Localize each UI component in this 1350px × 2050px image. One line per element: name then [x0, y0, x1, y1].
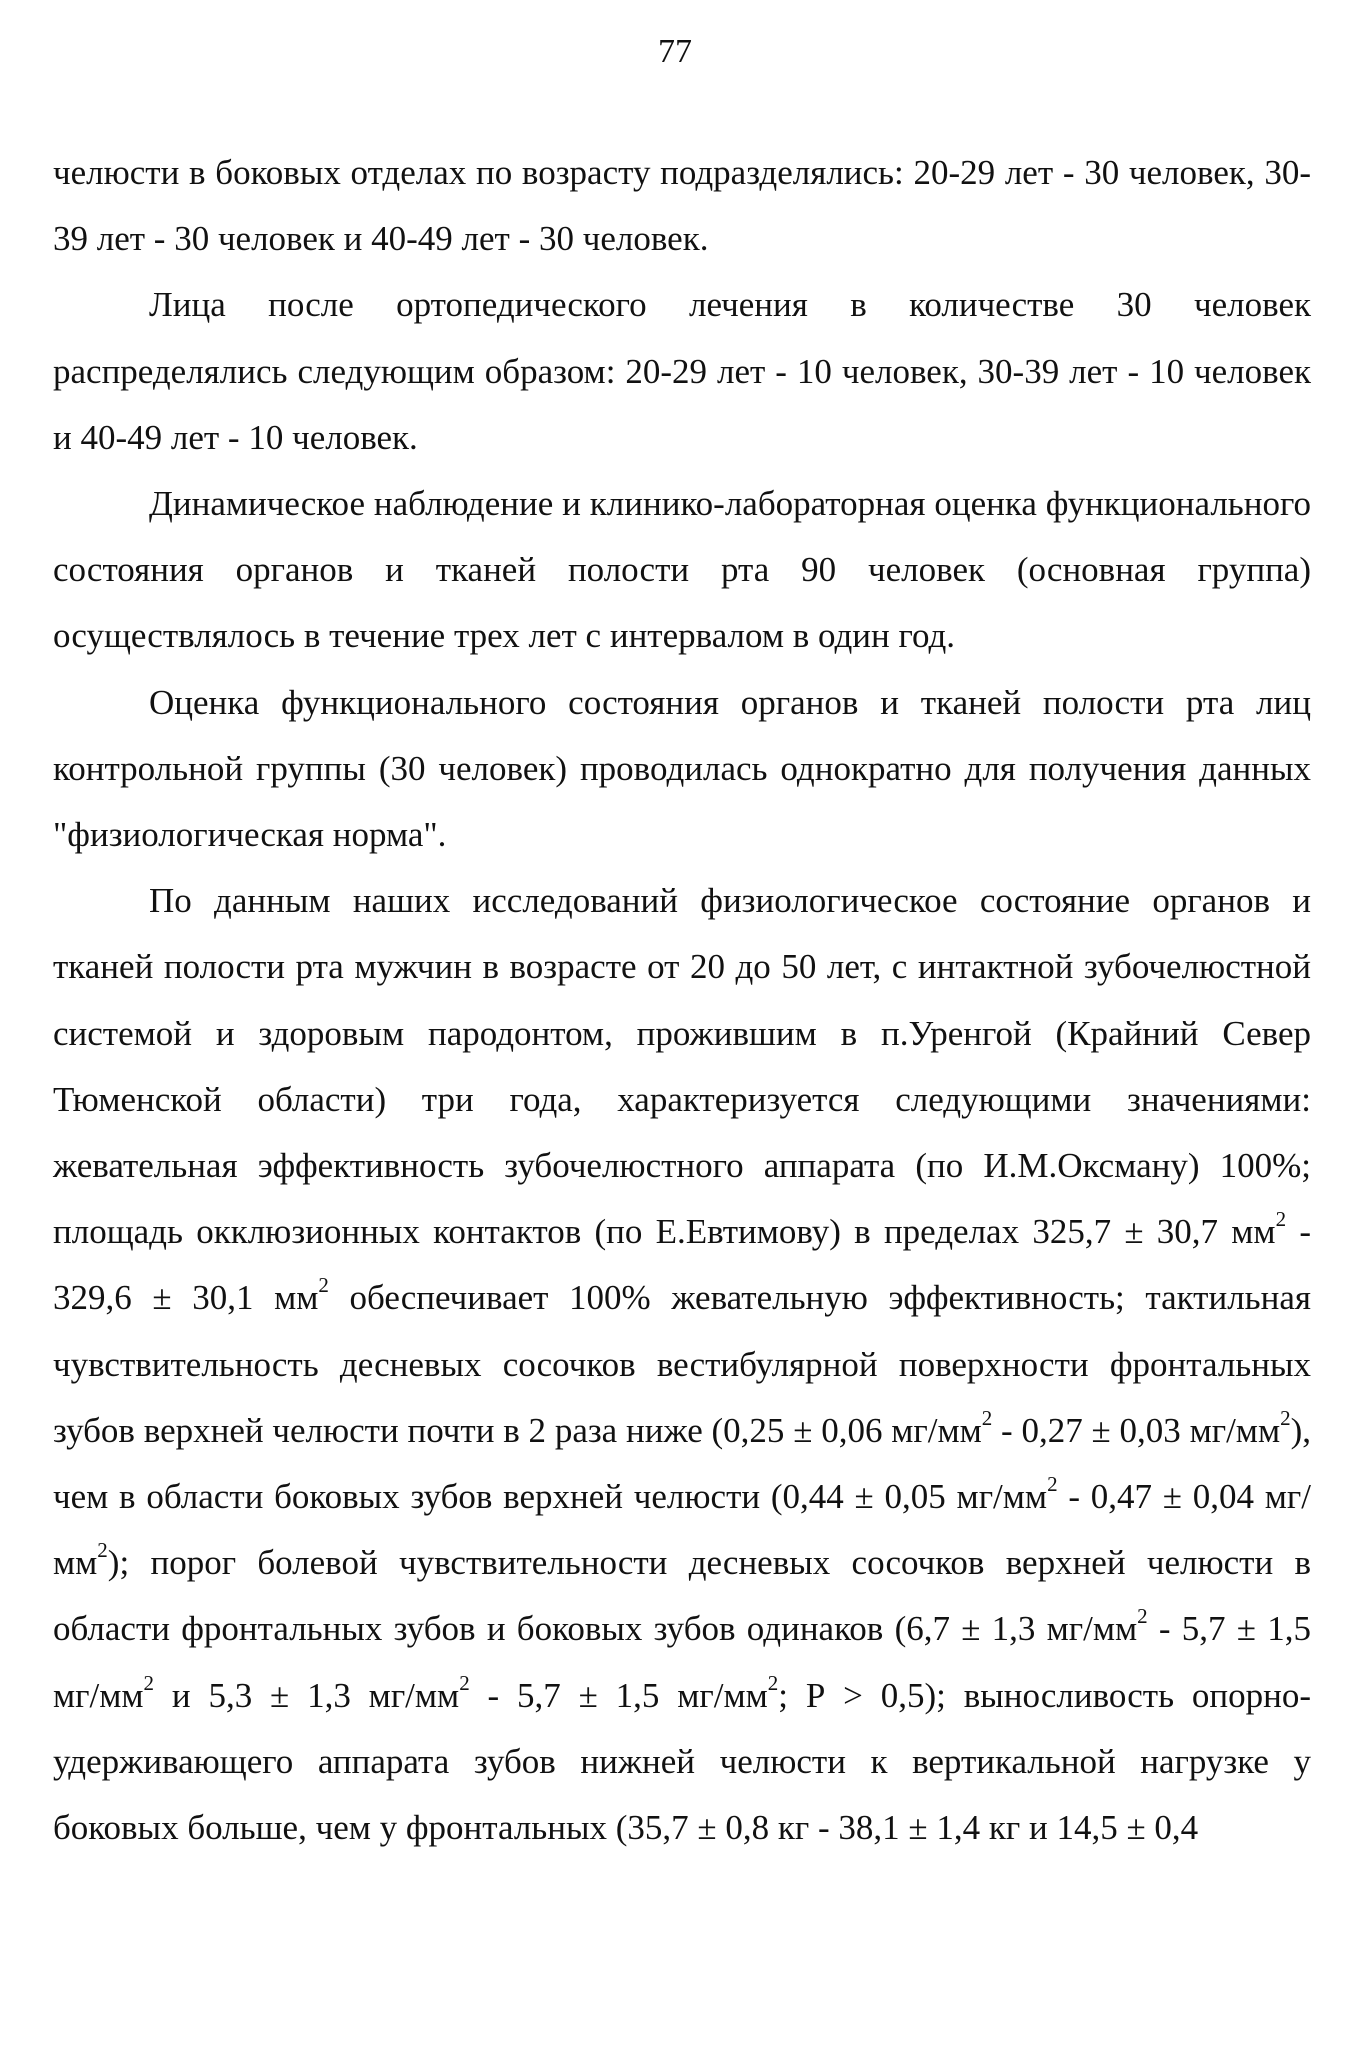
text-run: - 329,6 ± 30,1 мм — [53, 1212, 1311, 1318]
paragraph-research-results — [53, 868, 1311, 1861]
text-run: и 5,3 ± 1,3 мг/мм — [154, 1675, 460, 1715]
text-run: челюсти в боковых отделах по возрасту подразделялись: 20-29 лет - 30 человек, 30-39 лет - 30 человек и 40-49 лет - 30 человек. — [53, 153, 1311, 259]
page-number: 77 — [658, 33, 692, 70]
text-run: ); порог болевой чувствительности десневых сосочков верхней челюсти в области фронтальных зубов и боковых зубов одинаков (6,7 ± 1,3 мг/мм — [53, 1543, 1311, 1649]
text-run: - 0,27 ± 0,03 мг/мм — [992, 1410, 1281, 1450]
text-run: - 0,47 ± 0,04 мг/мм — [53, 1477, 1312, 1583]
superscript: 2 — [1280, 1406, 1291, 1431]
text-run: Оценка функционального состояния органов и тканей полости рта лиц контрольной группы (30 человек) проводилась однократно для получения данных "физиологическая норма". — [53, 682, 1311, 855]
paragraph-age-groups-lateral — [53, 140, 1311, 272]
superscript: 2 — [459, 1670, 470, 1695]
superscript: 2 — [1137, 1604, 1148, 1629]
text-run: - 5,7 ± 1,5 мг/мм — [469, 1675, 768, 1715]
text-run: ), чем в области боковых зубов верхней челюсти (0,44 ± 0,05 мг/мм — [53, 1410, 1311, 1517]
text-run: обеспечивает 100% жевательную эффективность; тактильная чувствительность десневых сосочков вестибулярной поверхности фронтальных зубов верхней челюсти почти в 2 раза ниже (0,25 ± 0,06 мг/мм — [53, 1278, 1311, 1450]
paragraph-after-treatment — [53, 272, 1311, 471]
paragraph-dynamic-observation — [53, 471, 1311, 670]
superscript: 2 — [1047, 1472, 1058, 1497]
paragraph-control-group — [53, 670, 1311, 869]
text-run: Динамическое наблюдение и клинико-лабораторная оценка функционального состояния органов и тканей полости рта 90 человек (основная группа) осуществлялось в течение трех лет с интервалом в один год. — [53, 484, 1311, 656]
text-run: ; Р > 0,5); выносливость опорно-удерживающего аппарата зубов нижней челюсти к вертикальной нагрузке у боковых больше, чем у фронтальных (35,7 ± 0,8 кг - 38,1 ± 1,4 кг и 14,5 ± 0,4 — [53, 1675, 1311, 1848]
superscript: 2 — [318, 1273, 329, 1298]
text-run: - 5,7 ± 1,5 мг/мм — [53, 1609, 1311, 1715]
superscript: 2 — [1275, 1207, 1287, 1232]
superscript: 2 — [97, 1538, 108, 1563]
superscript: 2 — [767, 1670, 779, 1695]
text-run: Лица после ортопедического лечения в количестве 30 человек распределялись следующим образом: 20-29 лет - 10 человек, 30-39 лет - 10 человек и 40-49 лет - 10 человек. — [53, 285, 1311, 457]
document-body — [53, 140, 1311, 1861]
superscript: 2 — [143, 1670, 155, 1695]
text-run: По данным наших исследований физиологическое состояние органов и тканей полости рта мужчин в возрасте от 20 до 50 лет, с интактной зубочелюстной системой и здоровым пародонтом, прожившим в п.Уренгой (Крайний Север Тюменской области) три года, характеризуется следующими значениями: жевательная эффективность зубочелюстного аппарата (по И.М.Оксману) 100%; площадь окклюзионных контактов (по Е.Евтимову) в пределах 325,7 ± 30,7 мм — [53, 881, 1311, 1252]
superscript: 2 — [981, 1406, 993, 1431]
